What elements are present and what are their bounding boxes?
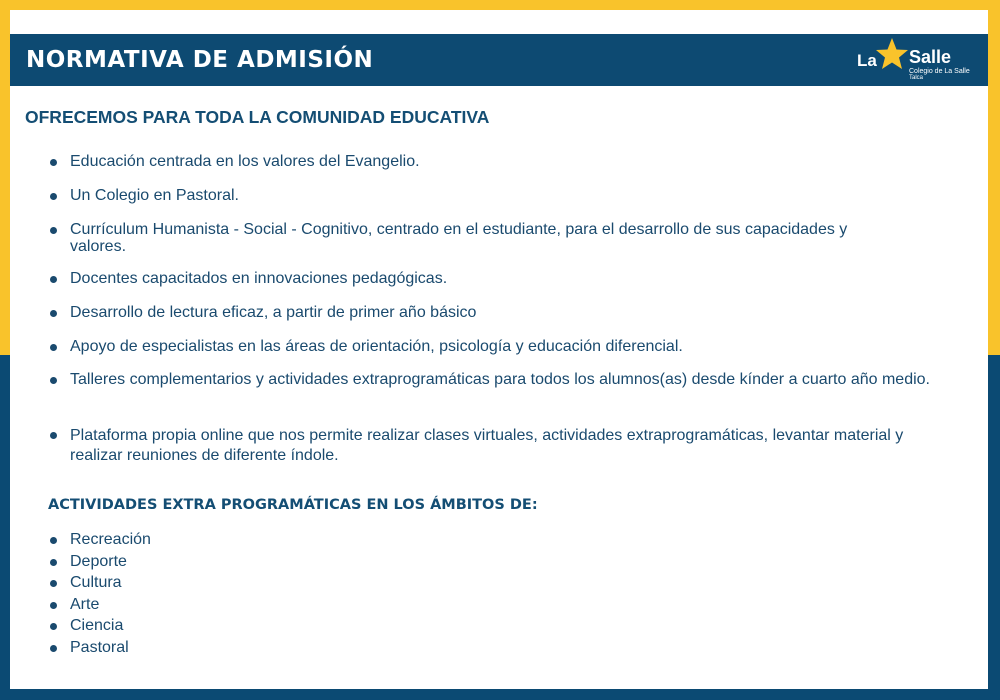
activity-text: Cultura [70, 574, 122, 591]
bullet-icon [50, 344, 57, 351]
bullet-icon [50, 580, 57, 587]
activity-item [48, 617, 123, 635]
list-item [48, 221, 900, 255]
section-heading-offer: OFRECEMOS PARA TODA LA COMUNIDAD EDUCATIVA [25, 107, 490, 127]
bullet-icon [50, 377, 57, 384]
logo-subtitle: Colegio de La Salle [909, 68, 970, 75]
activity-text: Deporte [70, 553, 127, 570]
bullet-icon [50, 159, 57, 166]
list-item-text: Desarrollo de lectura eficaz, a partir de primer año básico [70, 304, 477, 321]
bullet-icon [50, 602, 57, 609]
logo-salle-text: Salle [909, 47, 952, 67]
list-item [48, 426, 930, 466]
bullet-icon [50, 432, 57, 439]
list-item [48, 153, 970, 170]
la-salle-logo [855, 37, 985, 83]
section-heading-activities: ACTIVIDADES EXTRA PROGRAMÁTICAS EN LOS ÁMBITOS DE: [48, 497, 538, 513]
activity-text: Ciencia [70, 617, 124, 634]
activity-item [48, 553, 127, 571]
bullet-icon [50, 276, 57, 283]
logo-la-text: La [857, 51, 877, 70]
star-icon [875, 37, 909, 71]
activity-text: Recreación [70, 531, 151, 548]
bullet-icon [50, 193, 57, 200]
page-title: NORMATIVA DE ADMISIÓN [26, 47, 374, 73]
list-item [48, 371, 970, 388]
bullet-icon [50, 227, 57, 234]
header-bar [10, 34, 988, 86]
list-item-text: Docentes capacitados en innovaciones pedagógicas. [70, 270, 448, 287]
activity-text: Pastoral [70, 639, 129, 656]
list-item-text: Plataforma propia online que nos permite realizar clases virtuales, actividades extraprogramáticas, levantar material y realizar reuniones de diferente índole. [70, 427, 904, 464]
activity-item [48, 531, 151, 549]
activity-item [48, 596, 99, 614]
list-item [48, 304, 970, 321]
list-item-text: Educación centrada en los valores del Evangelio. [70, 153, 420, 170]
content-card [10, 10, 988, 689]
bullet-icon [50, 310, 57, 317]
bullet-icon [50, 645, 57, 652]
list-item [48, 187, 970, 204]
list-item-text: Apoyo de especialistas en las áreas de orientación, psicología y educación diferencial. [70, 338, 683, 355]
list-item [48, 270, 970, 287]
list-item-text: Un Colegio en Pastoral. [70, 187, 239, 204]
logo-city: Talca [909, 75, 924, 81]
list-item-text: Talleres complementarios y actividades extraprogramáticas para todos los alumnos(as) desde kínder a cuarto año medio. [70, 371, 930, 388]
activity-item [48, 574, 122, 592]
list-item-text: Currículum Humanista - Social - Cognitivo, centrado en el estudiante, para el desarrollo de sus capacidades y valores. [70, 221, 848, 255]
activity-item [48, 639, 129, 657]
bullet-icon [50, 559, 57, 566]
bullet-icon [50, 623, 57, 630]
activity-text: Arte [70, 596, 100, 613]
bullet-icon [50, 537, 57, 544]
list-item [48, 338, 970, 355]
